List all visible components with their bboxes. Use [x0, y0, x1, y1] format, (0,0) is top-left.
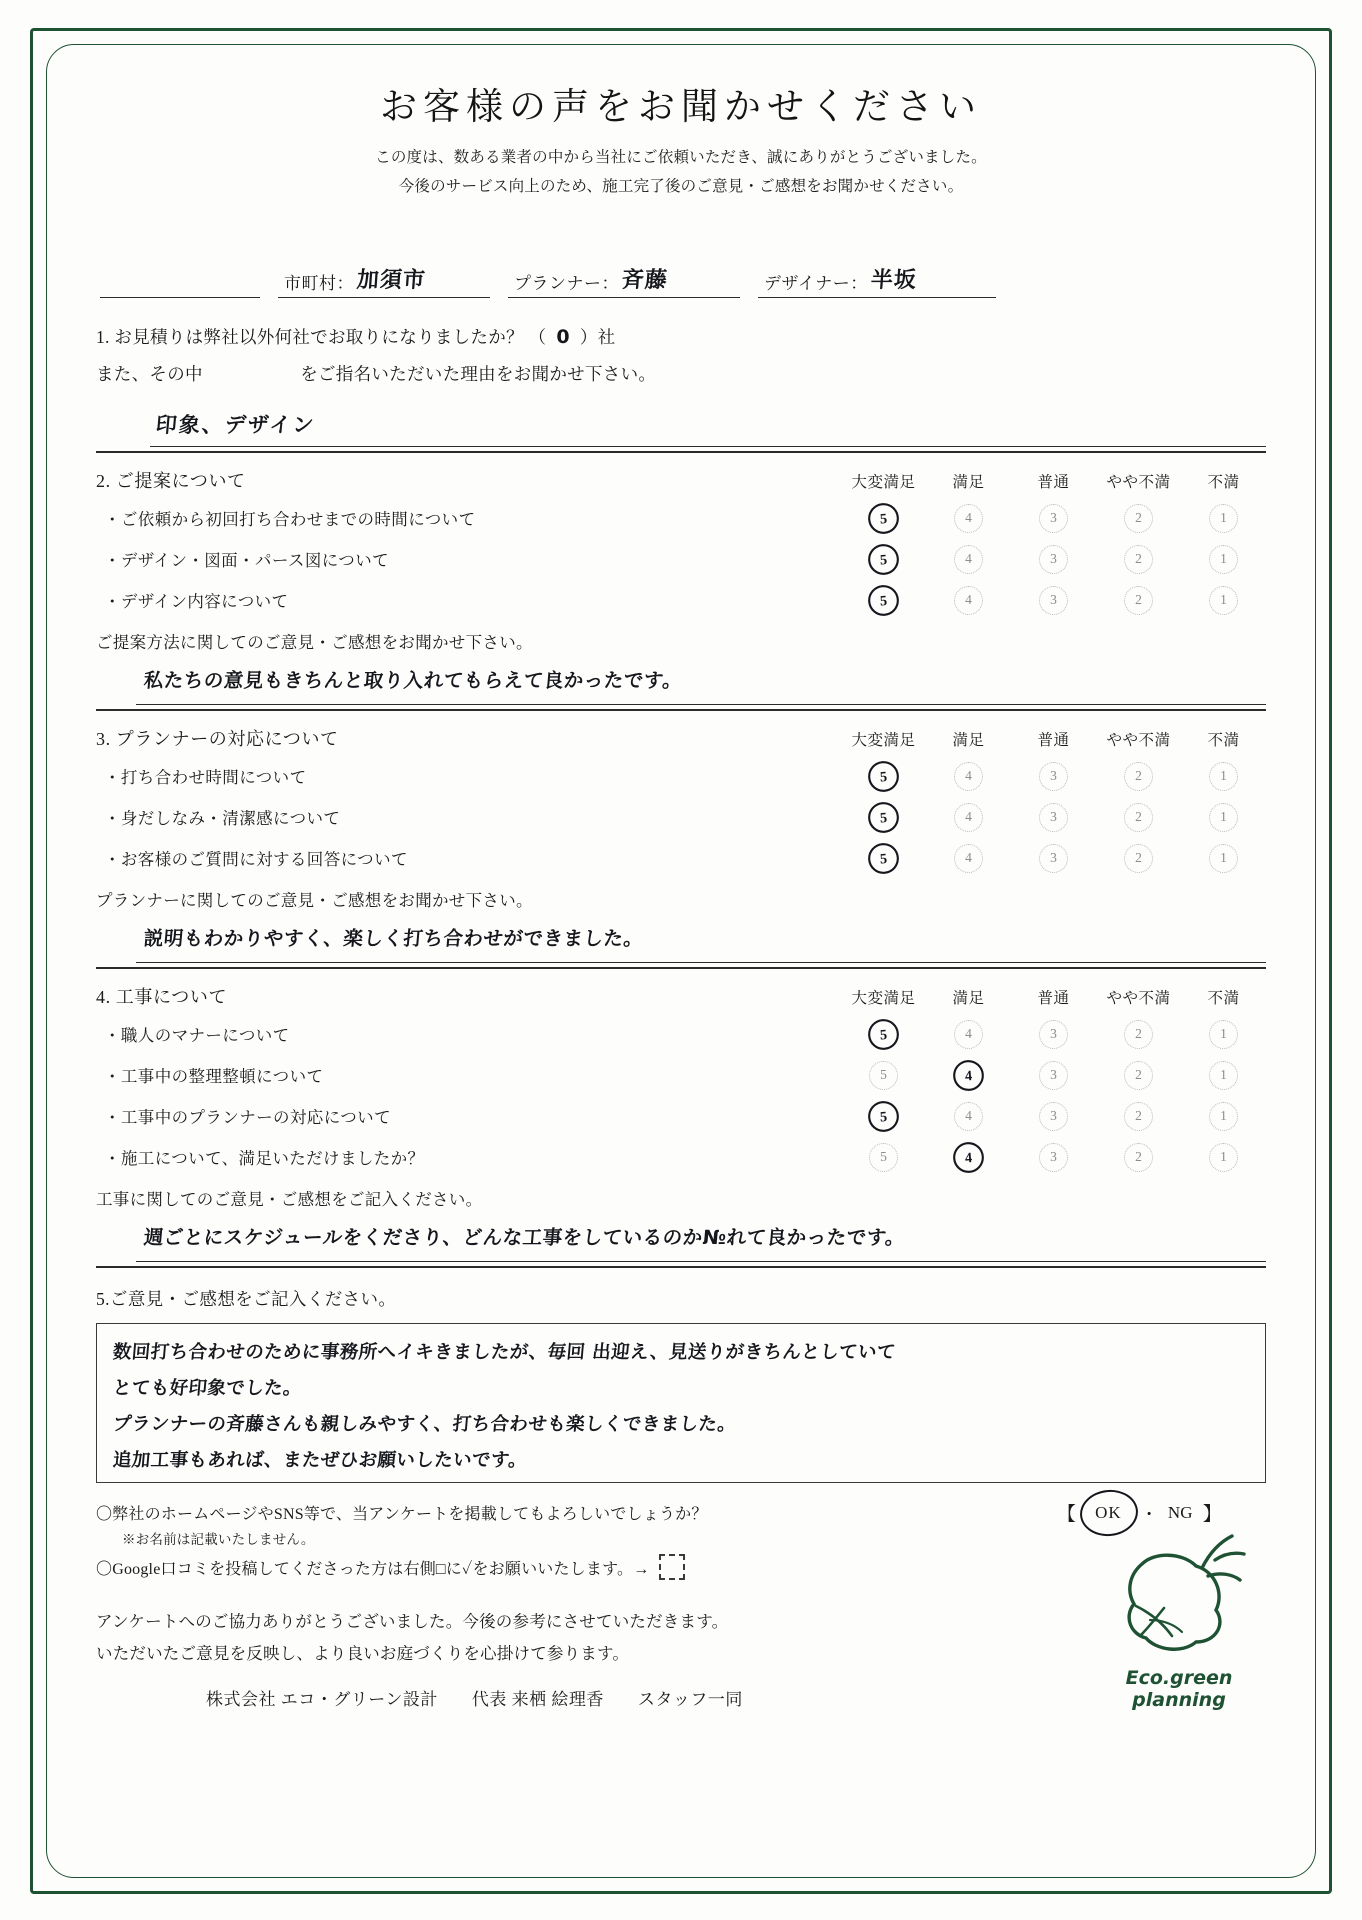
- rating-bubble[interactable]: 2: [1124, 1143, 1153, 1172]
- rating-option[interactable]: [926, 504, 1011, 533]
- question-5-line: 追加工事もあれば、またぜひお願いしたいです。: [111, 1450, 529, 1472]
- rating-option[interactable]: [1011, 545, 1096, 574]
- section-comment-line[interactable]: [136, 923, 1266, 963]
- rating-bubble[interactable]: 2: [1124, 586, 1153, 615]
- rating-option[interactable]: [1011, 1102, 1096, 1131]
- section-comment-text: 私たちの意見もきちんと取り入れてもらえて良かったです。: [142, 669, 684, 693]
- rating-option[interactable]: [1096, 762, 1181, 791]
- rating-bubble-selected[interactable]: 5: [867, 584, 900, 617]
- rating-option[interactable]: [1096, 1061, 1181, 1090]
- city-label: 市町村：: [284, 274, 354, 294]
- paren-close: ）社: [579, 327, 616, 348]
- rating-bubble-selected[interactable]: 5: [867, 760, 900, 793]
- intro-line-1: この度は、数ある業者の中から当社にご依頼いただき、誠にありがとうございました。: [375, 149, 987, 166]
- google-review-checkbox[interactable]: [659, 1554, 685, 1580]
- rating-row-label: ・打ち合わせ時間について: [104, 768, 307, 788]
- blank-field[interactable]: [100, 268, 260, 298]
- ok-ng-choice[interactable]: [1057, 1499, 1266, 1526]
- section-comment-line[interactable]: [136, 665, 1266, 705]
- rating-bubble[interactable]: 3: [1039, 1061, 1068, 1090]
- rating-option[interactable]: [1096, 586, 1181, 615]
- rating-bubble-selected[interactable]: 5: [867, 842, 900, 875]
- rating-bubble[interactable]: 2: [1124, 844, 1153, 873]
- rating-bubble-selected[interactable]: 5: [867, 1018, 900, 1051]
- scale-header-label: 大変満足: [851, 990, 916, 1008]
- designer-field[interactable]: [758, 263, 996, 298]
- rating-bubble[interactable]: 1: [1209, 803, 1238, 832]
- bracket-close: 】: [1202, 1504, 1222, 1526]
- rating-option[interactable]: [926, 1143, 1011, 1172]
- rating-bubble[interactable]: 4: [954, 586, 983, 615]
- section-header: [96, 983, 1266, 1009]
- section-4: [96, 983, 1266, 1268]
- rating-bubble[interactable]: 2: [1124, 504, 1153, 533]
- rating-row: [96, 1018, 1266, 1050]
- rating-bubble[interactable]: 1: [1209, 1061, 1238, 1090]
- rating-row-label: ・身だしなみ・清潔感について: [104, 809, 341, 829]
- planner-label: プランナー：: [514, 274, 619, 294]
- rating-bubble[interactable]: 4: [954, 504, 983, 533]
- scale-header-label: やや不満: [1106, 732, 1171, 750]
- footer: [96, 1499, 1266, 1710]
- question-1-line-2: [96, 357, 1266, 393]
- page-title: お客様の声をお聞かせください: [380, 87, 982, 128]
- rating-option[interactable]: [1011, 803, 1096, 832]
- rating-option[interactable]: [841, 844, 926, 873]
- rating-option[interactable]: [1011, 1143, 1096, 1172]
- rating-bubble[interactable]: 2: [1124, 1020, 1153, 1049]
- rating-option[interactable]: [1011, 586, 1096, 615]
- rating-bubble[interactable]: 3: [1039, 586, 1068, 615]
- scale-header-label: 不満: [1207, 990, 1240, 1008]
- rating-option[interactable]: [926, 586, 1011, 615]
- rating-option[interactable]: [841, 762, 926, 791]
- rating-option[interactable]: [1181, 504, 1266, 533]
- designer-value: 半坂: [869, 268, 918, 294]
- rating-bubble[interactable]: 4: [954, 844, 983, 873]
- rating-bubble[interactable]: 3: [1039, 844, 1068, 873]
- divider: [96, 451, 1266, 453]
- question-5-textbox[interactable]: [96, 1323, 1266, 1483]
- rating-option[interactable]: [1011, 762, 1096, 791]
- rating-bubble[interactable]: 2: [1124, 1061, 1153, 1090]
- rating-option[interactable]: [841, 1061, 926, 1090]
- city-field[interactable]: [278, 263, 490, 298]
- google-review-text: 〇Google口コミを投稿してくださった方は右側□に✓をお願いいたします。→: [96, 1560, 650, 1578]
- rating-option[interactable]: [1011, 504, 1096, 533]
- rating-option[interactable]: [841, 1143, 926, 1172]
- company-logo: [1084, 1524, 1274, 1724]
- planner-field[interactable]: [508, 263, 740, 298]
- rating-row: [96, 842, 1266, 874]
- rating-bubble-selected[interactable]: 5: [867, 1100, 900, 1133]
- question-1-line-1: [96, 318, 1266, 357]
- page-content: [96, 58, 1266, 1860]
- rating-option[interactable]: [841, 1020, 926, 1049]
- closing-line-1: アンケートへのご協力ありがとうございました。今後の参考にさせていただきます。: [96, 1612, 729, 1632]
- section-title: 4. 工事について: [96, 987, 228, 1008]
- rating-option[interactable]: [1181, 545, 1266, 574]
- publish-permission-row: [96, 1499, 1266, 1526]
- city-value: 加須市: [355, 268, 427, 294]
- rating-option[interactable]: [1181, 803, 1266, 832]
- rating-bubble[interactable]: 1: [1209, 1143, 1238, 1172]
- rating-option[interactable]: [1181, 1020, 1266, 1049]
- rating-option[interactable]: [841, 586, 926, 615]
- paren-open: （: [528, 327, 547, 348]
- rating-options: [841, 586, 1266, 615]
- rating-row-label: ・工事中の整理整頓について: [104, 1067, 324, 1087]
- rating-row-label: ・デザイン・図面・パース図について: [104, 551, 389, 571]
- scale-header-label: 大変満足: [851, 732, 916, 750]
- rating-bubble[interactable]: 5: [869, 1061, 898, 1090]
- section-comment-prompt: ご提案方法に関してのご意見・ご感想をお聞かせ下さい。: [96, 633, 533, 653]
- rating-row: [96, 584, 1266, 616]
- rating-option[interactable]: [1181, 1061, 1266, 1090]
- rating-options: [841, 1102, 1266, 1131]
- section-header: [96, 467, 1266, 493]
- question-5-line: とても好印象でした。: [111, 1378, 303, 1400]
- rating-option[interactable]: [1096, 1143, 1181, 1172]
- rating-option[interactable]: [841, 1102, 926, 1131]
- rating-bubble[interactable]: 1: [1209, 762, 1238, 791]
- rating-option[interactable]: [1181, 1102, 1266, 1131]
- divider: [96, 1266, 1266, 1268]
- rating-option[interactable]: [926, 1061, 1011, 1090]
- rating-row: [96, 502, 1266, 534]
- rating-option[interactable]: [1181, 586, 1266, 615]
- logo-text: [1084, 1668, 1274, 1712]
- rating-option[interactable]: [926, 803, 1011, 832]
- ok-option[interactable]: OK: [1086, 1500, 1131, 1526]
- rating-option[interactable]: [1096, 504, 1181, 533]
- rating-row: [96, 1059, 1266, 1091]
- rating-bubble[interactable]: 1: [1209, 844, 1238, 873]
- rating-option[interactable]: [926, 762, 1011, 791]
- question-1: [96, 318, 1266, 393]
- staff-label: スタッフ一同: [637, 1689, 743, 1709]
- scale-header-label: 普通: [1037, 990, 1070, 1008]
- question-1-answer: 印象、デザイン: [154, 413, 317, 438]
- rating-row: [96, 1100, 1266, 1132]
- rating-bubble[interactable]: 3: [1039, 1143, 1068, 1172]
- rating-options: [841, 1020, 1266, 1049]
- rating-option[interactable]: [926, 545, 1011, 574]
- rating-options: [841, 1061, 1266, 1090]
- rating-options: [841, 504, 1266, 533]
- option-separator: ・: [1140, 1505, 1158, 1525]
- rating-bubble[interactable]: 1: [1209, 586, 1238, 615]
- question-5-line: プランナーの斉藤さんも親しみやすく、打ち合わせも楽しくできました。: [111, 1414, 738, 1436]
- rating-bubble[interactable]: 5: [869, 1143, 898, 1172]
- scale-header-label: 普通: [1037, 732, 1070, 750]
- rating-option[interactable]: [1011, 1020, 1096, 1049]
- rating-bubble[interactable]: 4: [954, 1102, 983, 1131]
- designer-label: デザイナー：: [764, 274, 868, 294]
- question-1-text-a: また、その中: [96, 364, 203, 385]
- rating-option[interactable]: [1096, 1020, 1181, 1049]
- question-5-content: [113, 1338, 1249, 1472]
- rating-bubble[interactable]: 4: [954, 803, 983, 832]
- rating-row-label: ・職人のマナーについて: [104, 1026, 290, 1046]
- closing-line-2: いただいたご意見を反映し、より良いお庭づくりを心掛けて参ります。: [96, 1643, 630, 1663]
- section-comment-prompt: 工事に関してのご意見・ご感想をご記入ください。: [96, 1190, 483, 1210]
- rating-bubble[interactable]: 2: [1124, 545, 1153, 574]
- rating-row-label: ・ご依頼から初回打ち合わせまでの時間について: [104, 510, 476, 530]
- rating-bubble[interactable]: 3: [1039, 803, 1068, 832]
- permission-note: ※お名前は記載いたしません。: [122, 1532, 315, 1548]
- rating-bubble[interactable]: 1: [1209, 504, 1238, 533]
- rating-bubble-selected[interactable]: 4: [952, 1141, 985, 1174]
- question-1-text-b: をご指名いただいた理由をお聞かせ下さい。: [300, 364, 657, 385]
- rating-bubble[interactable]: 2: [1124, 1102, 1153, 1131]
- rating-bubble[interactable]: 4: [954, 545, 983, 574]
- ng-option[interactable]: NG: [1167, 1502, 1193, 1522]
- scale-header-label: 満足: [952, 990, 985, 1008]
- rating-row-label: ・お客様のご質問に対する回答について: [104, 850, 408, 870]
- section-comment-text: 説明もわかりやすく、楽しく打ち合わせができました。: [142, 927, 645, 951]
- rating-option[interactable]: [1011, 1061, 1096, 1090]
- logo-line-1: Eco.green: [1125, 1666, 1233, 1689]
- rating-row-label: ・施工について、満足いただけましたか？: [104, 1149, 425, 1169]
- section-2: [96, 467, 1266, 711]
- rating-options: [841, 803, 1266, 832]
- section-header: [96, 725, 1266, 751]
- intro-line-2: 今後のサービス向上のため、施工完了後のご意見・ご感想をお聞かせください。: [398, 177, 964, 195]
- rating-row: [96, 543, 1266, 575]
- rating-bubble[interactable]: 2: [1124, 803, 1153, 832]
- rating-row: [96, 1141, 1266, 1173]
- rating-bubble[interactable]: 3: [1039, 762, 1068, 791]
- rating-options: [841, 1143, 1266, 1172]
- scale-header-label: 満足: [952, 474, 985, 492]
- rating-bubble-selected[interactable]: 5: [867, 543, 900, 576]
- scale-headers: [841, 986, 1266, 1008]
- rating-option[interactable]: [926, 844, 1011, 873]
- representative-name: 代表 来栖 絵理香: [471, 1689, 604, 1709]
- rating-bubble-selected[interactable]: 5: [867, 502, 900, 535]
- scale-headers: [841, 470, 1266, 492]
- rating-sections: [96, 467, 1266, 1268]
- planner-value: 斉藤: [620, 268, 669, 294]
- meta-row: [96, 263, 1266, 298]
- rating-bubble[interactable]: 3: [1039, 1020, 1068, 1049]
- rating-bubble[interactable]: 1: [1209, 1020, 1238, 1049]
- company-name: 株式会社 エコ・グリーン設計: [206, 1689, 438, 1709]
- rating-option[interactable]: [841, 803, 926, 832]
- rating-option[interactable]: [1181, 1143, 1266, 1172]
- rating-option[interactable]: [1096, 545, 1181, 574]
- scale-header-label: やや不満: [1106, 474, 1171, 492]
- scale-header-label: 大変満足: [851, 474, 916, 492]
- rating-option[interactable]: [1011, 844, 1096, 873]
- bracket-open: 【: [1056, 1504, 1077, 1526]
- rating-options: [841, 545, 1266, 574]
- rating-options: [841, 762, 1266, 791]
- rating-bubble-selected[interactable]: 5: [867, 801, 900, 834]
- rating-row: [96, 760, 1266, 792]
- rating-row-label: ・工事中のプランナーの対応について: [104, 1108, 391, 1128]
- rating-bubble[interactable]: 3: [1039, 504, 1068, 533]
- scale-header-label: 不満: [1207, 732, 1240, 750]
- section-title: 3. プランナーの対応について: [96, 729, 339, 750]
- rating-option[interactable]: [1096, 803, 1181, 832]
- rating-option[interactable]: [1096, 844, 1181, 873]
- rating-bubble[interactable]: 3: [1039, 545, 1068, 574]
- rating-row: [96, 801, 1266, 833]
- question-5-title: 5.ご意見・ご感想をご記入ください。: [96, 1289, 397, 1310]
- scale-header-label: 満足: [952, 732, 985, 750]
- rating-bubble[interactable]: 2: [1124, 762, 1153, 791]
- question-1-text: 1. お見積りは弊社以外何社でお取りになりましたか？: [96, 327, 524, 348]
- rating-bubble[interactable]: 1: [1209, 1102, 1238, 1131]
- rating-option[interactable]: [1096, 1102, 1181, 1131]
- question-5-line: 数回打ち合わせのために事務所へイキきましたが、毎回 出迎え、見送りがきちんとしていて: [111, 1342, 897, 1364]
- section-3: [96, 725, 1266, 969]
- section-title: 2. ご提案について: [96, 471, 246, 492]
- rating-option[interactable]: [926, 1020, 1011, 1049]
- section-comment-prompt: プランナーに関してのご意見・ご感想をお聞かせ下さい。: [96, 891, 533, 911]
- rating-bubble[interactable]: 4: [954, 1020, 983, 1049]
- logo-line-2: planning: [1132, 1688, 1226, 1711]
- divider: [96, 967, 1266, 969]
- rating-option[interactable]: [841, 504, 926, 533]
- section-comment-text: 週ごとにスケジュールをくださり、どんな工事をしているのか№れて良かったです。: [142, 1226, 907, 1250]
- scale-headers: [841, 728, 1266, 750]
- rating-bubble[interactable]: 1: [1209, 545, 1238, 574]
- rating-options: [841, 844, 1266, 873]
- divider: [96, 709, 1266, 711]
- rating-option[interactable]: [1181, 762, 1266, 791]
- scale-header-label: やや不満: [1106, 990, 1171, 1008]
- rating-option[interactable]: [841, 545, 926, 574]
- rating-option[interactable]: [1181, 844, 1266, 873]
- tree-logo-icon: [1084, 1524, 1264, 1674]
- scale-header-label: 普通: [1037, 474, 1070, 492]
- rating-bubble-selected[interactable]: 4: [952, 1059, 985, 1092]
- scale-header-label: 不満: [1207, 474, 1240, 492]
- publish-permission-question: 〇弊社のホームページやSNS等で、当アンケートを掲載してもよろしいでしょうか？: [96, 1506, 708, 1524]
- question-1-answer-line[interactable]: [150, 409, 1266, 447]
- rating-bubble[interactable]: 4: [954, 762, 983, 791]
- section-comment-line[interactable]: [136, 1222, 1266, 1262]
- company-count-value: 0: [556, 326, 570, 349]
- rating-bubble[interactable]: 3: [1039, 1102, 1068, 1131]
- rating-row-label: ・デザイン内容について: [104, 592, 289, 612]
- rating-option[interactable]: [926, 1102, 1011, 1131]
